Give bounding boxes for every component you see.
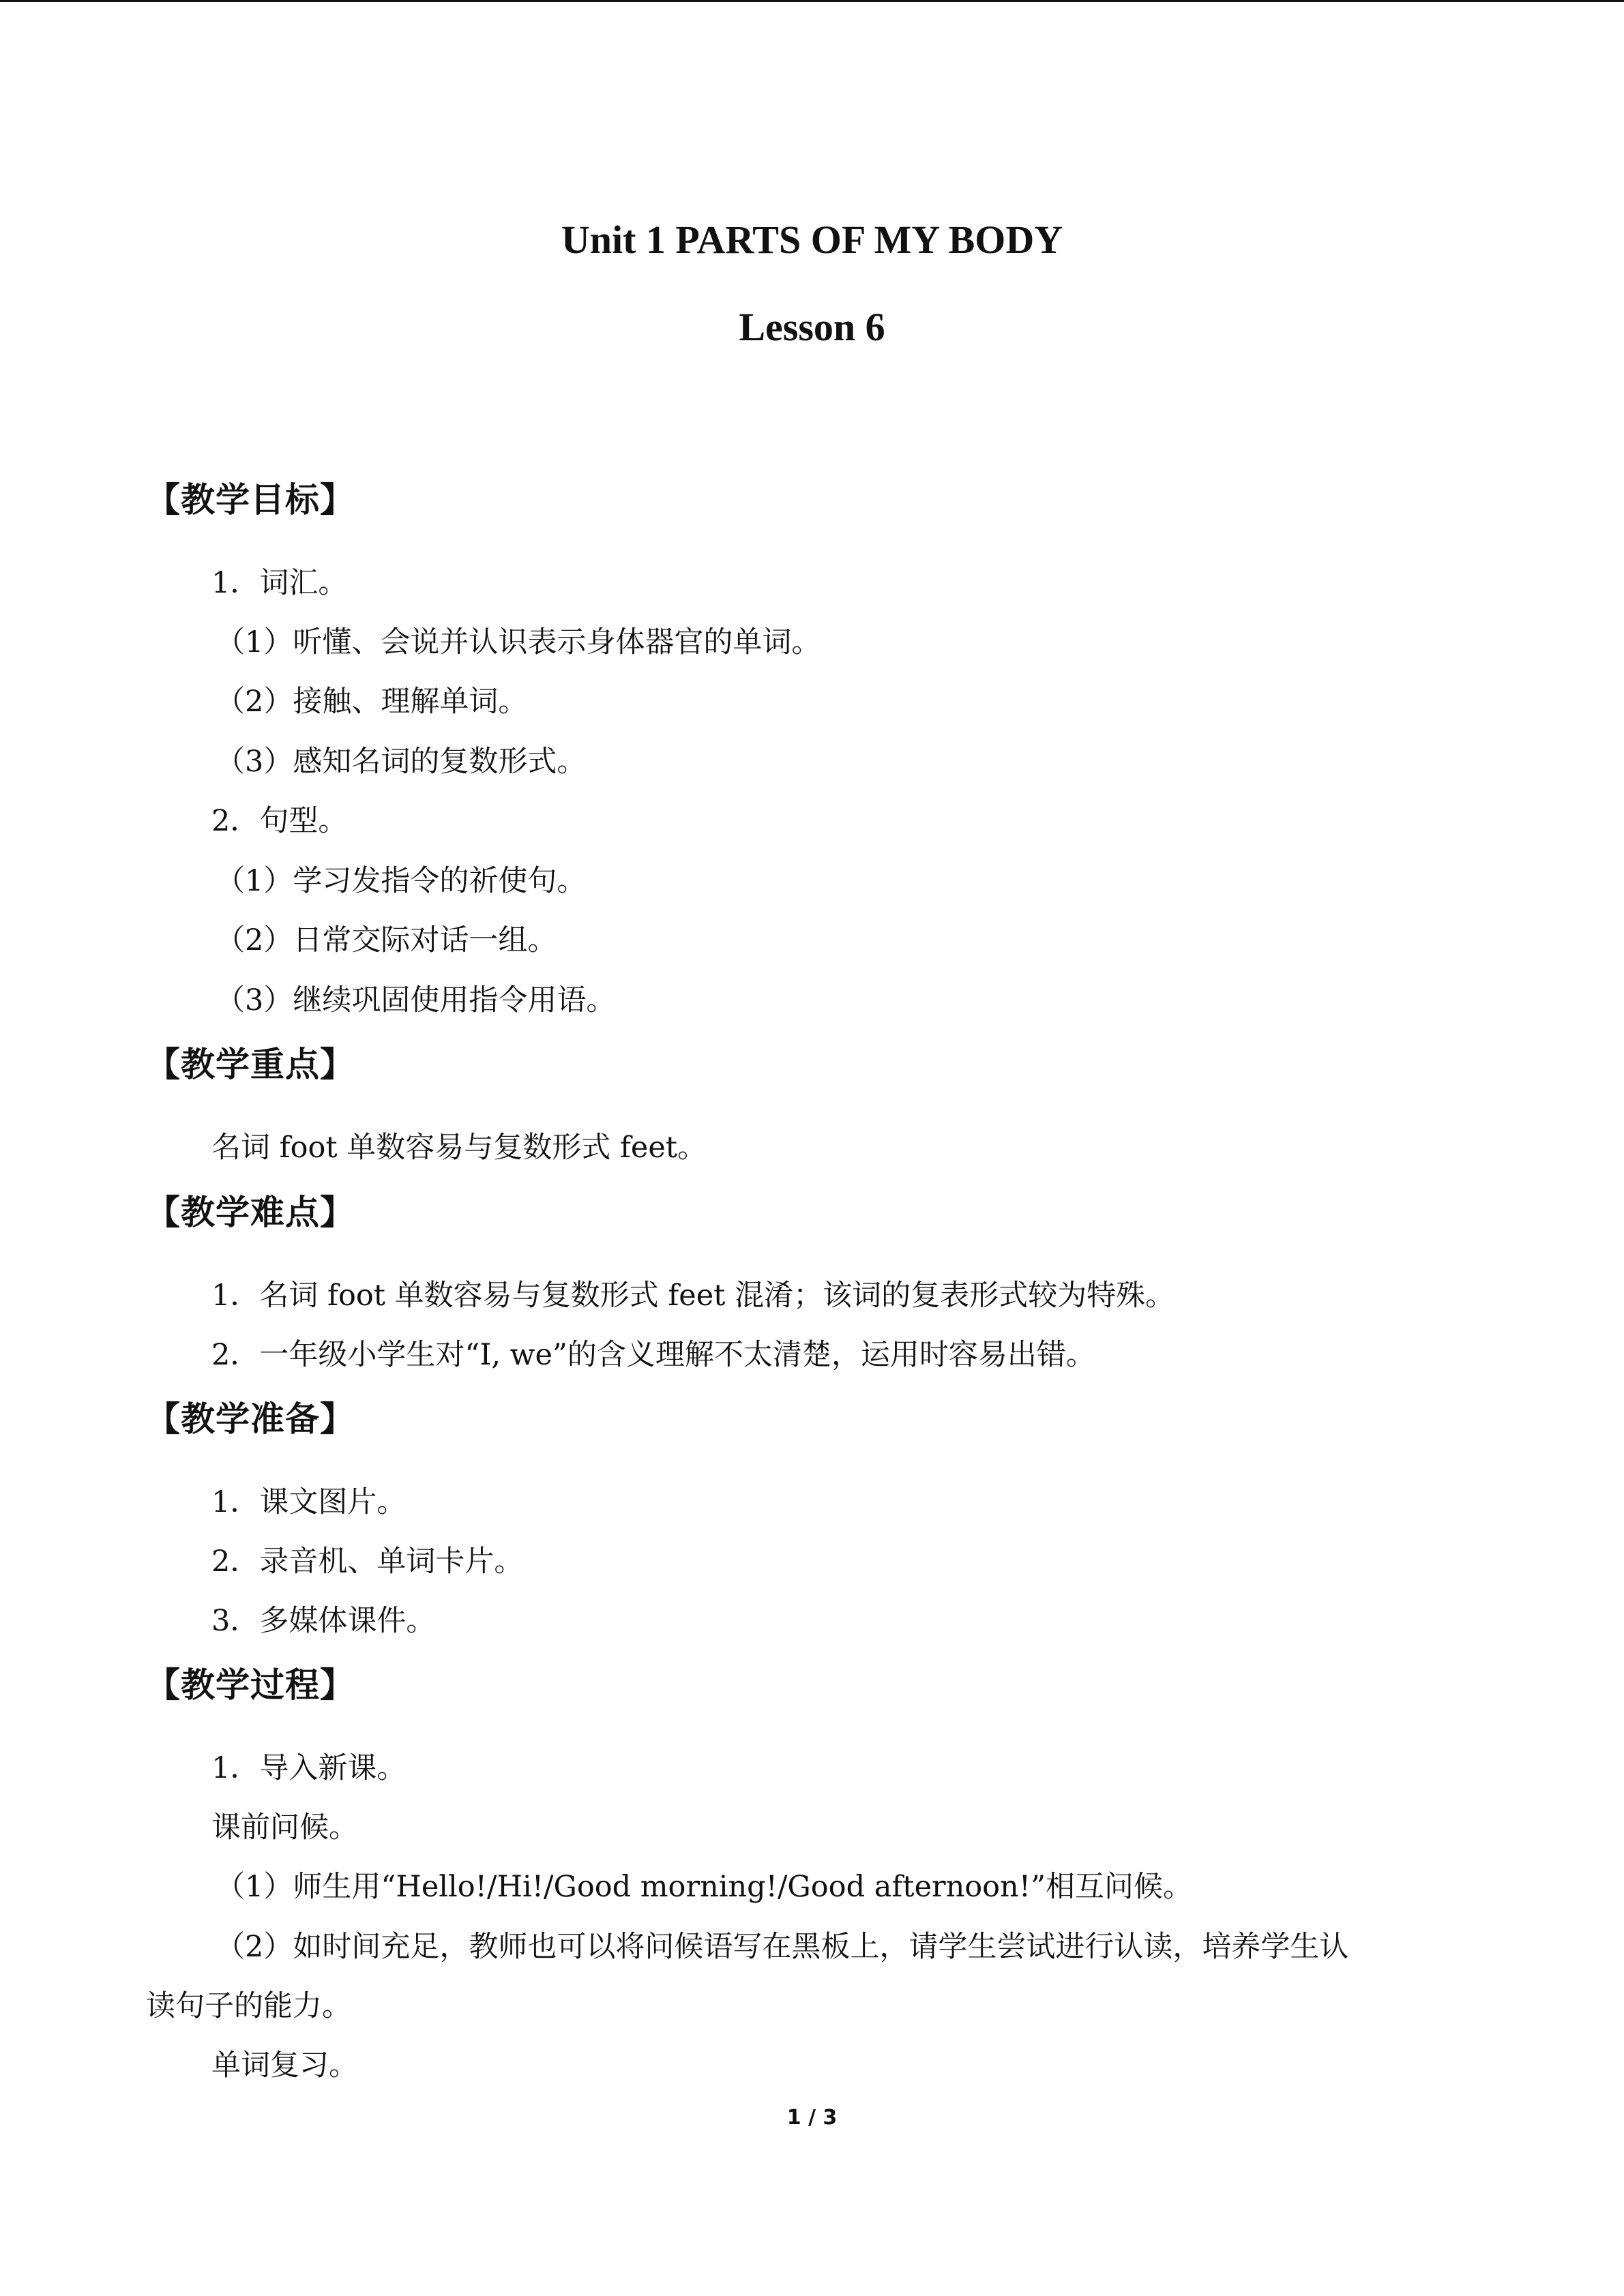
process-line: （1）师生用“Hello!/Hi!/Good morning!/Good afternoon!”相互问候。 bbox=[216, 1870, 1193, 1904]
section-heading-difficulties: 【教学难点】 bbox=[146, 1193, 355, 1232]
objective-line: （2）日常交际对话一组。 bbox=[216, 923, 557, 957]
lesson-title: Lesson 6 bbox=[739, 305, 885, 349]
top-border bbox=[0, 0, 1624, 2]
unit-title: Unit 1 PARTS OF MY BODY bbox=[561, 218, 1063, 262]
objective-line: （1）学习发指令的祈使句。 bbox=[216, 864, 587, 898]
process-line: 课前问候。 bbox=[211, 1810, 358, 1845]
section-heading-process: 【教学过程】 bbox=[146, 1665, 355, 1705]
process-line: （2）如时间充足，教师也可以将问候语写在黑板上，请学生尝试进行认读，培养学生认 bbox=[216, 1930, 1349, 1964]
objective-line: （3）感知名词的复数形式。 bbox=[216, 745, 587, 779]
process-line: 读句子的能力。 bbox=[146, 1989, 351, 2023]
preparation-line: 2．录音机、单词卡片。 bbox=[211, 1545, 524, 1579]
objective-line: 1．词汇。 bbox=[211, 566, 348, 600]
objective-line: （3）继续巩固使用指令用语。 bbox=[216, 983, 616, 1017]
difficulty-line: 2．一年级小学生对“I, we”的含义理解不太清楚，运用时容易出错。 bbox=[211, 1338, 1095, 1372]
objective-line: 2．句型。 bbox=[211, 804, 348, 838]
section-heading-preparation: 【教学准备】 bbox=[146, 1399, 355, 1439]
difficulty-line: 1．名词 foot 单数容易与复数形式 feet 混淆；该词的复表形式较为特殊。 bbox=[211, 1279, 1175, 1313]
objective-line: （2）接触、理解单词。 bbox=[216, 685, 528, 719]
section-heading-objectives: 【教学目标】 bbox=[146, 480, 355, 520]
preparation-line: 3．多媒体课件。 bbox=[211, 1604, 436, 1638]
preparation-line: 1．课文图片。 bbox=[211, 1485, 407, 1519]
process-line: 单词复习。 bbox=[211, 2048, 358, 2083]
key-point-line: 名词 foot 单数容易与复数形式 feet。 bbox=[211, 1131, 707, 1165]
page-number: 1 / 3 bbox=[786, 2106, 838, 2130]
section-heading-key-points: 【教学重点】 bbox=[146, 1045, 355, 1084]
objective-line: （1）听懂、会说并认识表示身体器官的单词。 bbox=[216, 625, 821, 659]
process-line: 1．导入新课。 bbox=[211, 1751, 407, 1785]
